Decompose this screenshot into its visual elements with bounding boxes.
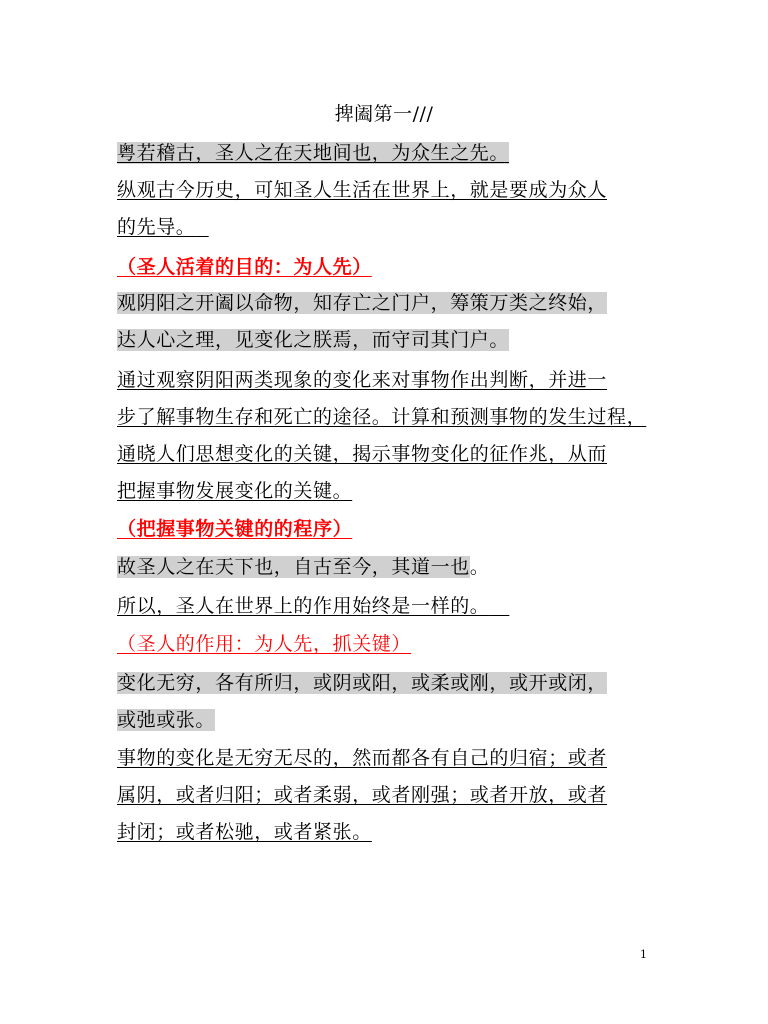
highlighted-text: 观阴阳之开阖以命物，知存亡之门户，筹策万类之终始， — [117, 292, 608, 314]
highlighted-text: 故圣人之在天下也，自古至今，其道一也 — [117, 556, 470, 578]
text-line — [117, 213, 209, 241]
underlined-text: 事物的变化是无穷无尽的，然而都各有自己的归宿；或者 — [117, 747, 608, 769]
page-number: 1 — [640, 948, 647, 961]
text-tail: 。 — [469, 556, 490, 578]
underlined-text: 的先导。 — [117, 216, 196, 238]
text-line — [117, 403, 646, 431]
text-line — [117, 289, 607, 317]
underlined-text: 把握事物发展变化的关键。 — [117, 480, 353, 502]
highlighted-text: 变化无穷，各有所归，或阴或阳，或柔或刚，或开或闭， — [117, 672, 608, 694]
text-line — [117, 477, 352, 505]
underlined-text: 纵观古今历史，可知圣人生活在世界上，就是要成为众人 — [117, 179, 608, 201]
underlined-text: 通过观察阴阳两类现象的变化来对事物作出判断，并进一 — [117, 369, 608, 391]
text-line — [117, 818, 372, 846]
highlighted-text: 粤若稽古，圣人之在天地间也，为众生之先。 — [117, 142, 510, 164]
underlined-text: 步了解事物生存和死亡的途径。计算和预测事物的发生过程， — [117, 406, 647, 428]
underlined-text: 属阴，或者归阳；或者柔弱，或者刚强；或者开放，或者 — [117, 784, 608, 806]
text-line — [117, 440, 607, 468]
underlined-text: 所以，圣人在世界上的作用始终是一样的。 — [117, 595, 490, 617]
highlighted-text: 达人心之理，见变化之朕焉，而守司其门户。 — [117, 329, 510, 351]
underlined-text: 封闭；或者松驰，或者紧张。 — [117, 821, 372, 843]
text-line — [117, 366, 607, 394]
text-line — [117, 139, 509, 167]
text-line — [117, 176, 607, 204]
underlined-text: 通晓人们思想变化的关键，揭示事物变化的征作兆，从而 — [117, 443, 608, 465]
section-heading — [117, 253, 372, 281]
heading-text: （把握事物关键的的程序） — [117, 518, 353, 540]
text-line — [117, 744, 607, 772]
underline-tail — [195, 216, 208, 238]
text-line — [117, 553, 489, 581]
section-heading — [117, 515, 352, 543]
underline-tail — [489, 595, 509, 617]
text-line — [117, 592, 509, 620]
text-line — [117, 781, 607, 809]
section-heading — [117, 630, 411, 658]
text-line — [117, 326, 509, 354]
text-line — [117, 669, 607, 697]
highlighted-text: 或弛或张。 — [117, 709, 216, 731]
document-title: 捭阖第一/// — [334, 103, 434, 125]
text-line — [117, 706, 215, 734]
heading-text: （圣人的作用：为人先，抓关键） — [117, 633, 412, 655]
heading-text: （圣人活着的目的：为人先） — [117, 256, 372, 278]
